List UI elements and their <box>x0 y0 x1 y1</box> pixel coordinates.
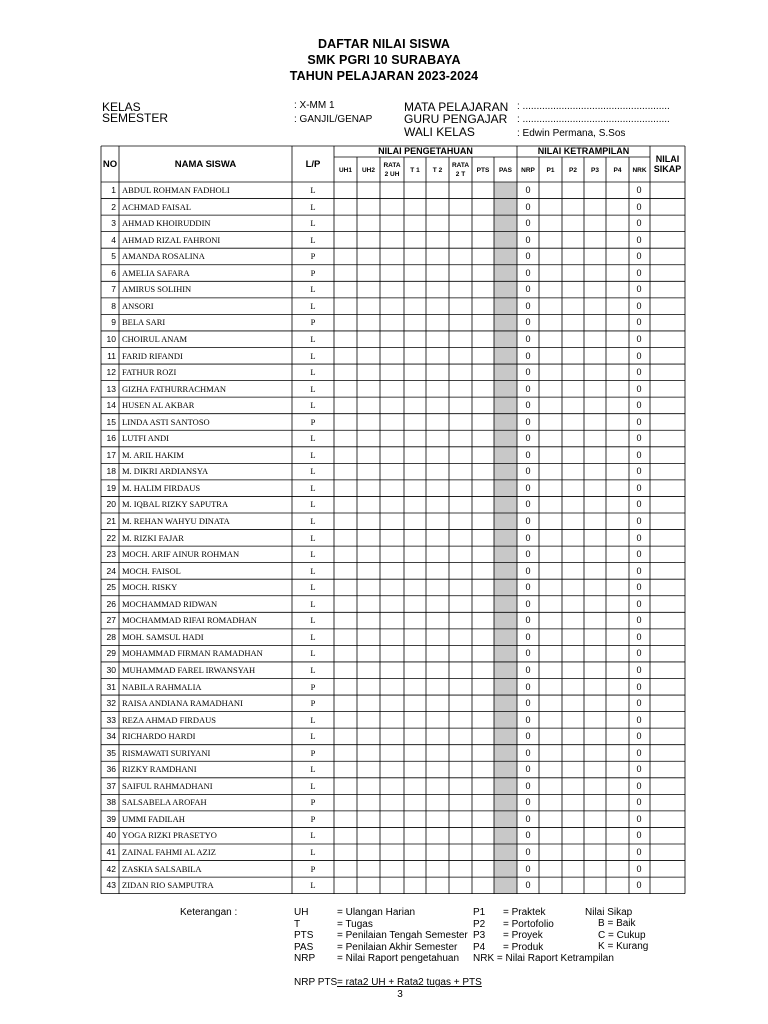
header-p4: P4 <box>613 167 622 174</box>
header-nama-siswa: NAMA SISWA <box>174 159 237 170</box>
legend-item-key: T <box>294 918 301 930</box>
legend-item-key: P2 <box>473 918 486 930</box>
student-gender: L <box>310 565 316 576</box>
student-gender: L <box>310 731 316 742</box>
student-name: RIZKY RAMDHANI <box>122 764 197 775</box>
header-lp: L/P <box>305 159 321 170</box>
nrk-value: 0 <box>636 218 642 229</box>
student-name: MOH. SAMSUL HADI <box>122 631 204 642</box>
header-t1: T 1 <box>410 167 420 174</box>
student-gender: L <box>310 615 316 626</box>
nrk-value: 0 <box>636 615 642 626</box>
student-gender: L <box>310 185 316 195</box>
legend-item-desc: = Ulangan Harian <box>337 907 416 918</box>
student-name: M. IQBAL RIZKY SAPUTRA <box>122 499 229 510</box>
nrp-value: 0 <box>525 267 531 278</box>
student-name: CHOIRUL ANAM <box>122 333 188 344</box>
row-number: 34 <box>106 731 116 742</box>
nrk-value: 0 <box>636 267 642 278</box>
legend-item-key: P1 <box>473 907 486 918</box>
student-gender: L <box>310 482 316 493</box>
student-name: SAIFUL RAHMADHANI <box>122 780 213 791</box>
row-number: 9 <box>111 317 116 328</box>
nrk-value: 0 <box>636 201 642 212</box>
nrp-value: 0 <box>525 218 531 229</box>
nrk-value: 0 <box>636 433 642 444</box>
student-name: MOCH. ARIF AINUR ROHMAN <box>122 549 240 560</box>
row-number: 18 <box>106 466 116 477</box>
nrp-value: 0 <box>525 300 531 311</box>
student-gender: P <box>310 681 316 692</box>
nrk-value: 0 <box>636 681 642 692</box>
legend-sikap-baik: B = Baik <box>598 918 636 929</box>
student-name: BELA SARI <box>122 317 166 328</box>
student-name: RICHARDO HARDI <box>122 731 196 742</box>
student-name: M. REHAN WAHYU DINATA <box>122 516 230 526</box>
nrp-value: 0 <box>525 880 531 891</box>
nrp-value: 0 <box>525 234 531 245</box>
nrk-value: 0 <box>636 863 642 874</box>
student-name: LUTFI ANDI <box>122 433 169 444</box>
row-number: 25 <box>106 582 116 593</box>
header-rata2-uh-b: 2 UH <box>384 171 400 178</box>
pas-column-shade <box>494 182 517 894</box>
legend-sikap-kurang: K = Kurang <box>598 941 649 952</box>
nrp-value: 0 <box>525 731 531 742</box>
row-number: 37 <box>106 780 116 791</box>
row-number: 26 <box>106 598 116 609</box>
nrp-value: 0 <box>525 499 531 510</box>
row-number: 24 <box>106 565 116 576</box>
nrk-value: 0 <box>636 300 642 311</box>
nrp-value: 0 <box>525 383 531 394</box>
student-gender: L <box>310 847 316 857</box>
header-nilai-pengetahuan: NILAI PENGETAHUAN <box>378 146 473 156</box>
row-number: 1 <box>111 185 116 195</box>
student-name: RAISA ANDIANA RAMADHANI <box>122 698 243 709</box>
nrk-value: 0 <box>636 648 642 659</box>
row-number: 22 <box>106 532 116 543</box>
legend-item-desc: = Nilai Raport pengetahuan <box>337 953 460 964</box>
nrp-value: 0 <box>525 532 531 543</box>
row-number: 2 <box>111 201 116 212</box>
nrk-value: 0 <box>636 466 642 477</box>
nrk-value: 0 <box>636 813 642 824</box>
nrp-value: 0 <box>525 449 531 460</box>
student-gender: L <box>310 218 316 229</box>
student-gender: P <box>310 813 316 824</box>
student-name: M. HALIM FIRDAUS <box>122 482 201 493</box>
semester-label: SEMESTER <box>102 111 169 125</box>
row-number: 4 <box>111 234 116 245</box>
nrk-value: 0 <box>636 582 642 593</box>
row-number: 39 <box>106 813 116 824</box>
row-number: 7 <box>111 284 116 295</box>
nrk-value: 0 <box>636 383 642 394</box>
guru-label: GURU PENGAJAR <box>404 112 508 126</box>
student-gender: L <box>310 449 316 460</box>
student-name: ABDUL ROHMAN FADHOLI <box>122 185 230 195</box>
student-name: SALSABELA AROFAH <box>122 797 207 808</box>
title-line-2: SMK PGRI 10 SURABAYA <box>307 53 461 67</box>
student-gender: P <box>310 747 316 758</box>
student-gender: P <box>310 698 316 709</box>
nrp-value: 0 <box>525 598 531 609</box>
student-name: ZASKIA SALSABILA <box>122 863 202 874</box>
legend-nrk: NRK = Nilai Raport Ketrampilan <box>473 953 614 964</box>
nrk-value: 0 <box>636 747 642 758</box>
nrp-value: 0 <box>525 681 531 692</box>
row-number: 36 <box>106 764 116 775</box>
legend-sikap-cukup: C = Cukup <box>598 930 646 941</box>
title-line-3: TAHUN PELAJARAN 2023-2024 <box>289 69 479 83</box>
row-number: 27 <box>106 615 116 626</box>
student-name: FARID RIFANDI <box>122 350 183 361</box>
kelas-label: KELAS <box>102 100 141 114</box>
nrk-value: 0 <box>636 631 642 642</box>
nrp-value: 0 <box>525 251 531 262</box>
formula-value: = rata2 UH + Rata2 tugas + PTS <box>337 977 482 988</box>
nrk-value: 0 <box>636 333 642 344</box>
student-name: NABILA RAHMALIA <box>122 681 202 692</box>
row-number: 17 <box>106 449 116 460</box>
header-rata2-t-a: RATA <box>451 162 470 169</box>
nrk-value: 0 <box>636 797 642 808</box>
student-name: RISMAWATI SURIYANI <box>122 747 211 758</box>
row-number: 42 <box>106 863 116 874</box>
nrk-value: 0 <box>636 830 642 841</box>
row-number: 30 <box>106 664 116 675</box>
student-gender: L <box>310 830 316 841</box>
nrp-value: 0 <box>525 797 531 808</box>
student-name: AHMAD RIZAL FAHRONI <box>122 234 221 245</box>
student-name: AMANDA ROSALINA <box>122 251 205 262</box>
student-gender: L <box>310 350 316 361</box>
student-name: MOHAMMAD FIRMAN RAMADHAN <box>122 648 263 659</box>
row-number: 11 <box>107 350 116 361</box>
header-uh1: UH1 <box>338 167 352 174</box>
student-gender: L <box>310 367 316 378</box>
student-gender: L <box>310 648 316 659</box>
student-name: LINDA ASTI SANTOSO <box>122 416 210 427</box>
nrk-value: 0 <box>636 731 642 742</box>
header-nilai-sikap-2: SIKAP <box>653 164 682 174</box>
student-name: M. ARIL HAKIM <box>122 449 184 460</box>
nrk-value: 0 <box>636 764 642 775</box>
student-name: UMMI FADILAH <box>122 813 185 824</box>
nrp-value: 0 <box>525 333 531 344</box>
student-gender: L <box>310 631 316 642</box>
row-number: 3 <box>111 218 116 229</box>
nrp-value: 0 <box>525 615 531 626</box>
page-number: 3 <box>397 989 403 1000</box>
nrp-value: 0 <box>525 813 531 824</box>
semester-value: : GANJIL/GENAP <box>294 114 373 125</box>
nrp-value: 0 <box>525 367 531 378</box>
student-name: M. DIKRI ARDIANSYA <box>122 466 209 477</box>
student-gender: L <box>310 333 316 344</box>
header-nrp: NRP <box>521 167 535 174</box>
student-gender: L <box>310 549 316 560</box>
row-number: 19 <box>106 482 116 493</box>
nrk-value: 0 <box>636 880 642 891</box>
student-name: MOCH. RISKY <box>122 582 178 593</box>
header-nilai-sikap-1: NILAI <box>655 154 680 164</box>
legend-item-key: PAS <box>294 941 314 953</box>
student-name: ANSORI <box>122 300 154 311</box>
nrk-value: 0 <box>636 780 642 791</box>
header-no: NO <box>102 159 118 170</box>
row-number: 40 <box>106 830 116 841</box>
row-number: 14 <box>106 400 116 411</box>
legend-label: Keterangan : <box>180 907 238 918</box>
student-gender: L <box>310 499 316 510</box>
student-name: AMIRUS SOLIHIN <box>122 284 192 295</box>
legend-item-key: NRP <box>294 953 316 964</box>
header-rata2-uh-a: RATA <box>383 162 401 169</box>
nrp-value: 0 <box>525 201 531 212</box>
row-number: 8 <box>111 300 116 311</box>
nrp-value: 0 <box>525 582 531 593</box>
row-number: 10 <box>106 333 116 344</box>
student-name: AMELIA SAFARA <box>122 267 190 278</box>
student-name: MOCHAMMAD RIDWAN <box>122 598 218 609</box>
nrk-value: 0 <box>636 499 642 510</box>
nrp-value: 0 <box>525 350 531 361</box>
row-number: 28 <box>106 631 116 642</box>
nrk-value: 0 <box>636 847 642 857</box>
nrp-value: 0 <box>525 698 531 709</box>
nrp-value: 0 <box>525 764 531 775</box>
nrp-value: 0 <box>525 516 531 526</box>
row-number: 20 <box>106 499 116 510</box>
student-gender: L <box>310 284 316 295</box>
header-uh2: UH2 <box>361 167 375 174</box>
student-name: FATHUR ROZI <box>122 367 177 378</box>
student-name: ZIDAN RIO SAMPUTRA <box>122 880 214 891</box>
row-number: 6 <box>111 267 116 278</box>
student-gender: L <box>310 582 316 593</box>
nrp-value: 0 <box>525 863 531 874</box>
student-gender: L <box>310 201 316 212</box>
nrp-value: 0 <box>525 714 531 725</box>
row-number: 15 <box>106 416 116 427</box>
nrp-value: 0 <box>525 747 531 758</box>
row-number: 23 <box>106 549 116 560</box>
nrk-value: 0 <box>636 482 642 493</box>
legend-item-desc: = Penilaian Tengah Semester <box>337 930 468 941</box>
student-gender: L <box>310 300 316 311</box>
row-number: 38 <box>106 797 116 808</box>
student-name: M. RIZKI FAJAR <box>122 532 184 543</box>
nrp-value: 0 <box>525 565 531 576</box>
header-nrk: NRK <box>632 167 647 174</box>
legend-item-desc: = Proyek <box>503 930 543 941</box>
student-name: AHMAD KHOIRUDDIN <box>122 218 211 229</box>
mapel-label: MATA PELAJARAN <box>404 100 509 114</box>
nrk-value: 0 <box>636 532 642 543</box>
row-number: 13 <box>106 383 116 394</box>
nrk-value: 0 <box>636 416 642 427</box>
student-gender: L <box>310 780 316 791</box>
legend-item-desc: = Penilaian Akhir Semester <box>337 941 458 953</box>
row-number: 31 <box>106 681 116 692</box>
student-name: GIZHA FATHURRACHMAN <box>122 383 226 394</box>
legend-item-key: UH <box>294 907 309 918</box>
student-gender: L <box>310 383 316 394</box>
legend-item-desc: = Portofolio <box>503 918 554 930</box>
student-name: ZAINAL FAHMI AL AZIZ <box>122 847 216 857</box>
student-gender: P <box>310 416 316 427</box>
student-name: REZA AHMAD FIRDAUS <box>122 714 216 725</box>
header-p3: P3 <box>591 167 599 174</box>
student-gender: L <box>310 433 316 444</box>
nrk-value: 0 <box>636 367 642 378</box>
header-p2: P2 <box>569 167 577 174</box>
mapel-value: : ..................................................... <box>517 101 670 112</box>
nrk-value: 0 <box>636 698 642 709</box>
nrp-value: 0 <box>525 830 531 841</box>
header-nilai-ketrampilan: NILAI KETRAMPILAN <box>537 146 630 156</box>
student-gender: L <box>310 714 316 725</box>
row-number: 21 <box>106 516 116 526</box>
nrp-value: 0 <box>525 416 531 427</box>
wali-kelas-value: : Edwin Permana, S.Sos <box>517 128 626 139</box>
header-p1: P1 <box>546 167 555 174</box>
nrk-value: 0 <box>636 714 642 725</box>
nrk-value: 0 <box>636 284 642 295</box>
student-name: YOGA RIZKI PRASETYO <box>122 830 217 841</box>
row-number: 29 <box>106 648 116 659</box>
nrp-value: 0 <box>525 284 531 295</box>
student-gender: L <box>310 400 316 411</box>
nrp-value: 0 <box>525 466 531 477</box>
formula-label: NRP PTS <box>294 977 338 988</box>
nrk-value: 0 <box>636 549 642 560</box>
student-name: HUSEN AL AKBAR <box>122 400 195 411</box>
nrk-value: 0 <box>636 516 642 526</box>
student-gender: L <box>310 880 316 891</box>
student-gender: L <box>310 664 316 675</box>
row-number: 41 <box>106 847 116 857</box>
nrk-value: 0 <box>636 185 642 195</box>
row-number: 5 <box>111 251 116 262</box>
nrk-value: 0 <box>636 317 642 328</box>
student-gender: L <box>310 234 316 245</box>
student-name: MOCHAMMAD RIFAI ROMADHAN <box>122 615 257 626</box>
nrp-value: 0 <box>525 780 531 791</box>
student-gender: P <box>310 797 316 808</box>
student-name: ACHMAD FAISAL <box>122 201 192 212</box>
nrk-value: 0 <box>636 598 642 609</box>
guru-value: : ..................................................... <box>517 114 670 125</box>
nrk-value: 0 <box>636 234 642 245</box>
student-gender: L <box>310 764 316 775</box>
nrp-value: 0 <box>525 631 531 642</box>
legend-item-desc: = Produk <box>503 941 544 953</box>
student-gender: L <box>310 466 316 477</box>
row-number: 12 <box>106 367 116 378</box>
nrp-value: 0 <box>525 847 531 857</box>
header-pas: PAS <box>499 167 512 174</box>
nrp-value: 0 <box>525 664 531 675</box>
nrk-value: 0 <box>636 400 642 411</box>
student-name: MOCH. FAISOL <box>122 565 181 576</box>
student-gender: P <box>310 251 316 262</box>
kelas-value: : X-MM 1 <box>294 100 335 111</box>
row-number: 35 <box>106 747 116 758</box>
header-rata2-t-b: 2 T <box>455 171 466 178</box>
legend-item-desc: = Praktek <box>503 907 546 918</box>
legend-sikap-title: Nilai Sikap <box>585 907 633 918</box>
nrk-value: 0 <box>636 350 642 361</box>
row-number: 33 <box>106 714 116 725</box>
nrp-value: 0 <box>525 648 531 659</box>
nrp-value: 0 <box>525 482 531 493</box>
legend-item-key: PTS <box>294 930 314 941</box>
student-name: MUHAMMAD FAREL IRWANSYAH <box>122 664 256 675</box>
row-number: 43 <box>106 880 116 891</box>
nrp-value: 0 <box>525 317 531 328</box>
nrp-value: 0 <box>525 400 531 411</box>
student-gender: L <box>310 516 316 526</box>
legend-item-key: P3 <box>473 930 486 941</box>
student-gender: L <box>310 532 316 543</box>
header-pts: PTS <box>476 167 490 174</box>
wali-kelas-label: WALI KELAS <box>404 125 475 139</box>
nrk-value: 0 <box>636 251 642 262</box>
nrk-value: 0 <box>636 449 642 460</box>
nrk-value: 0 <box>636 565 642 576</box>
legend-item-key: P4 <box>473 941 486 953</box>
nrp-value: 0 <box>525 433 531 444</box>
student-gender: P <box>310 267 316 278</box>
legend-item-desc: = Tugas <box>337 918 373 930</box>
row-number: 32 <box>106 698 116 709</box>
nrp-value: 0 <box>525 185 531 195</box>
nrk-value: 0 <box>636 664 642 675</box>
student-gender: L <box>310 598 316 609</box>
title-line-1: DAFTAR NILAI SISWA <box>317 37 451 51</box>
header-t2: T 2 <box>432 167 443 174</box>
row-number: 16 <box>106 433 116 444</box>
student-gender: P <box>310 863 316 874</box>
nrp-value: 0 <box>525 549 531 560</box>
student-gender: P <box>310 317 316 328</box>
